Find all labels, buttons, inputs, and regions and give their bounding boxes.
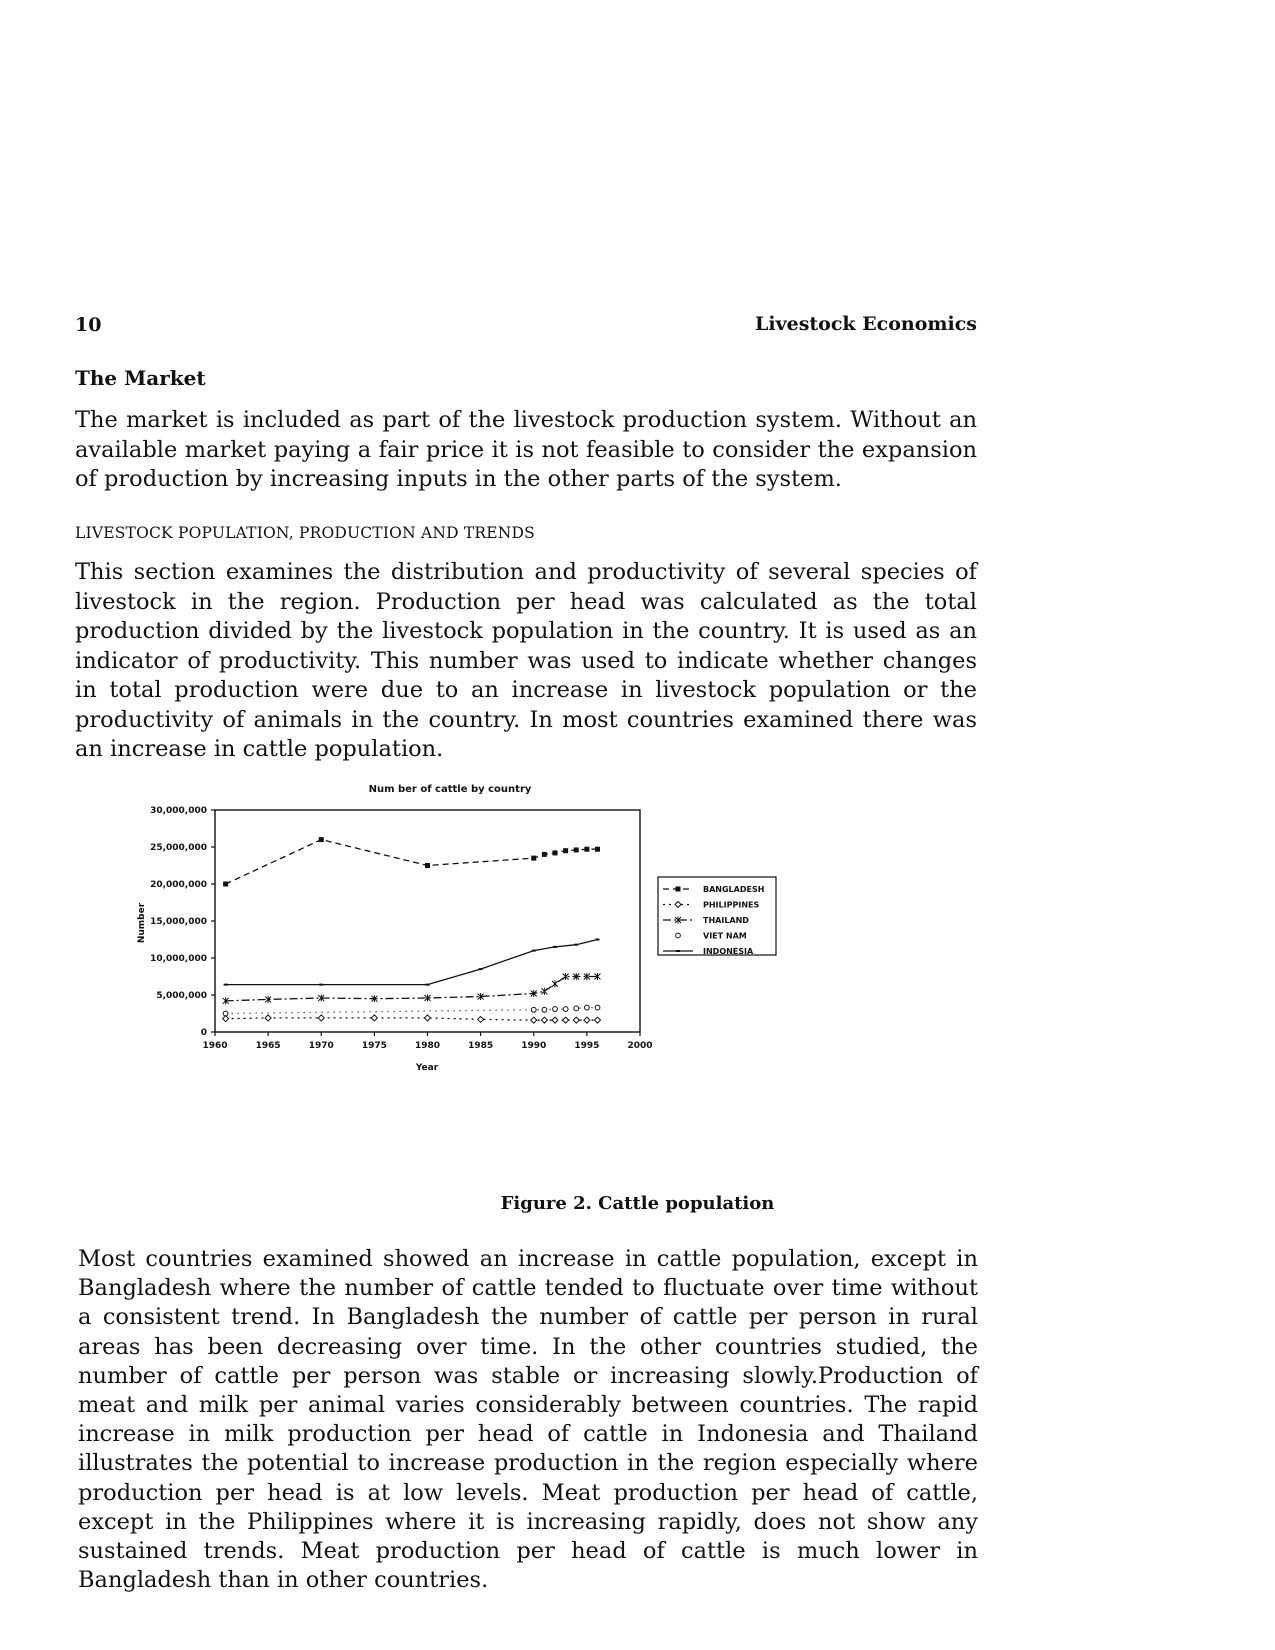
data-point bbox=[596, 939, 600, 941]
legend-label: PHILIPPINES bbox=[703, 900, 760, 910]
data-point bbox=[541, 1017, 547, 1023]
x-axis-label: Year bbox=[415, 1063, 439, 1073]
data-point bbox=[595, 847, 600, 852]
y-tick-label: 20,000,000 bbox=[150, 880, 207, 890]
series-line bbox=[226, 940, 598, 985]
data-point bbox=[595, 1017, 601, 1023]
data-point bbox=[676, 933, 681, 938]
data-point bbox=[532, 950, 536, 952]
data-point bbox=[223, 1011, 228, 1016]
series-line bbox=[226, 840, 598, 884]
data-point bbox=[479, 968, 483, 970]
series-viet-nam bbox=[223, 1005, 600, 1016]
x-tick-label: 1970 bbox=[308, 1041, 334, 1051]
x-tick-label: 1995 bbox=[574, 1041, 600, 1051]
chart-title: Num ber of cattle by country bbox=[368, 784, 532, 795]
cattle-population-chart bbox=[130, 784, 830, 1135]
data-point bbox=[584, 847, 589, 852]
data-point bbox=[574, 847, 579, 852]
section-title-livestock-population: LIVESTOCK POPULATION, PRODUCTION AND TRENDS bbox=[75, 524, 535, 542]
x-tick-label: 1975 bbox=[361, 1041, 387, 1051]
data-point bbox=[552, 980, 558, 987]
data-point bbox=[531, 856, 536, 861]
section-title-market: The Market bbox=[75, 366, 206, 390]
series-bangladesh bbox=[223, 837, 600, 886]
series-layer bbox=[223, 837, 601, 1023]
series-indonesia bbox=[224, 939, 600, 986]
data-point bbox=[426, 984, 430, 986]
data-point bbox=[553, 850, 558, 855]
y-tick-label: 30,000,000 bbox=[150, 806, 207, 816]
data-point bbox=[541, 988, 547, 995]
data-point bbox=[573, 1017, 579, 1023]
market-paragraph: The market is included as part of the livestock production system. Without an available market paying a fair price it is not feasible to consider the expansion of production by increasing inputs in the other parts of the system. bbox=[75, 407, 977, 492]
y-tick-label: 0 bbox=[200, 1028, 207, 1038]
y-axis bbox=[150, 806, 215, 1038]
data-point bbox=[318, 1015, 324, 1021]
data-point bbox=[553, 946, 557, 948]
data-point bbox=[553, 1007, 558, 1012]
x-tick-label: 1990 bbox=[521, 1041, 547, 1051]
data-point bbox=[425, 1015, 431, 1021]
figure-caption: Figure 2. Cattle population bbox=[500, 1193, 775, 1214]
data-point bbox=[478, 1016, 484, 1022]
data-point bbox=[584, 1017, 590, 1023]
data-point bbox=[223, 882, 228, 887]
data-point bbox=[676, 950, 680, 952]
data-point bbox=[425, 863, 430, 868]
y-tick-label: 10,000,000 bbox=[150, 954, 207, 964]
data-point bbox=[531, 1017, 537, 1023]
population-paragraph: This section examines the distribution and productivity of several species of livestock in the region. Production per head was calculated as the total production divided by the livestock population in the country. It is used as an indicator of productivity. This number was used to indicate whether changes in total production were due to an increase in livestock population or the productivity of animals in the country. In most countries examined there was an increase in cattle population. bbox=[75, 559, 977, 762]
running-title: Livestock Economics bbox=[755, 313, 977, 335]
y-axis-label: Number bbox=[137, 902, 147, 944]
x-tick-label: 1985 bbox=[468, 1041, 494, 1051]
data-point bbox=[563, 1017, 569, 1023]
x-tick-label: 2000 bbox=[627, 1041, 653, 1051]
data-point bbox=[552, 1017, 558, 1023]
series-philippines bbox=[223, 1015, 601, 1023]
data-point bbox=[542, 852, 547, 857]
data-point bbox=[584, 1005, 589, 1010]
x-tick-label: 1960 bbox=[202, 1041, 228, 1051]
data-point bbox=[574, 944, 578, 946]
y-tick-label: 25,000,000 bbox=[150, 843, 207, 853]
data-point bbox=[319, 837, 324, 842]
data-point bbox=[319, 984, 323, 986]
data-point bbox=[574, 1006, 579, 1011]
cattle-population-figure bbox=[130, 784, 830, 1135]
data-point bbox=[595, 1005, 600, 1010]
data-point bbox=[223, 1016, 229, 1022]
data-point bbox=[265, 1015, 271, 1021]
legend-label: BANGLADESH bbox=[703, 885, 765, 894]
data-point bbox=[563, 1007, 568, 1012]
legend-label: INDONESIA bbox=[703, 947, 754, 956]
data-point bbox=[531, 1007, 536, 1012]
legend-label: VIET NAM bbox=[703, 931, 747, 941]
legend bbox=[658, 877, 776, 956]
y-tick-label: 15,000,000 bbox=[150, 917, 207, 927]
data-point bbox=[563, 848, 568, 853]
x-tick-label: 1965 bbox=[255, 1041, 281, 1051]
closing-paragraph: Most countries examined showed an increase in cattle population, except in Bangladesh where the number of cattle tended to fluctuate over time without a consistent trend. In Bangladesh the number of cattle per person in rural areas has been decreasing over time. In the other countries studied, the number of cattle per person was stable or increasing slowly.Production of meat and milk per animal varies considerably between countries. The rapid increase in milk production per head of cattle in Indonesia and Thailand illustrates the potential to increase production in the region especially where production per head is at low levels. Meat production per head of cattle, except in the Philippines where it is increasing rapidly, does not show any sustained trends. Meat production per head of cattle is much lower in Bangladesh than in other countries. bbox=[78, 1246, 978, 1594]
x-tick-label: 1980 bbox=[414, 1041, 441, 1051]
series-thailand bbox=[223, 973, 601, 1004]
page-number: 10 bbox=[75, 314, 102, 336]
y-tick-label: 5,000,000 bbox=[156, 991, 207, 1001]
data-point bbox=[224, 984, 228, 986]
data-point bbox=[542, 1007, 547, 1012]
data-point bbox=[371, 1015, 377, 1021]
data-point bbox=[676, 887, 681, 892]
x-axis bbox=[202, 1032, 652, 1051]
legend-label: THAILAND bbox=[703, 916, 749, 925]
